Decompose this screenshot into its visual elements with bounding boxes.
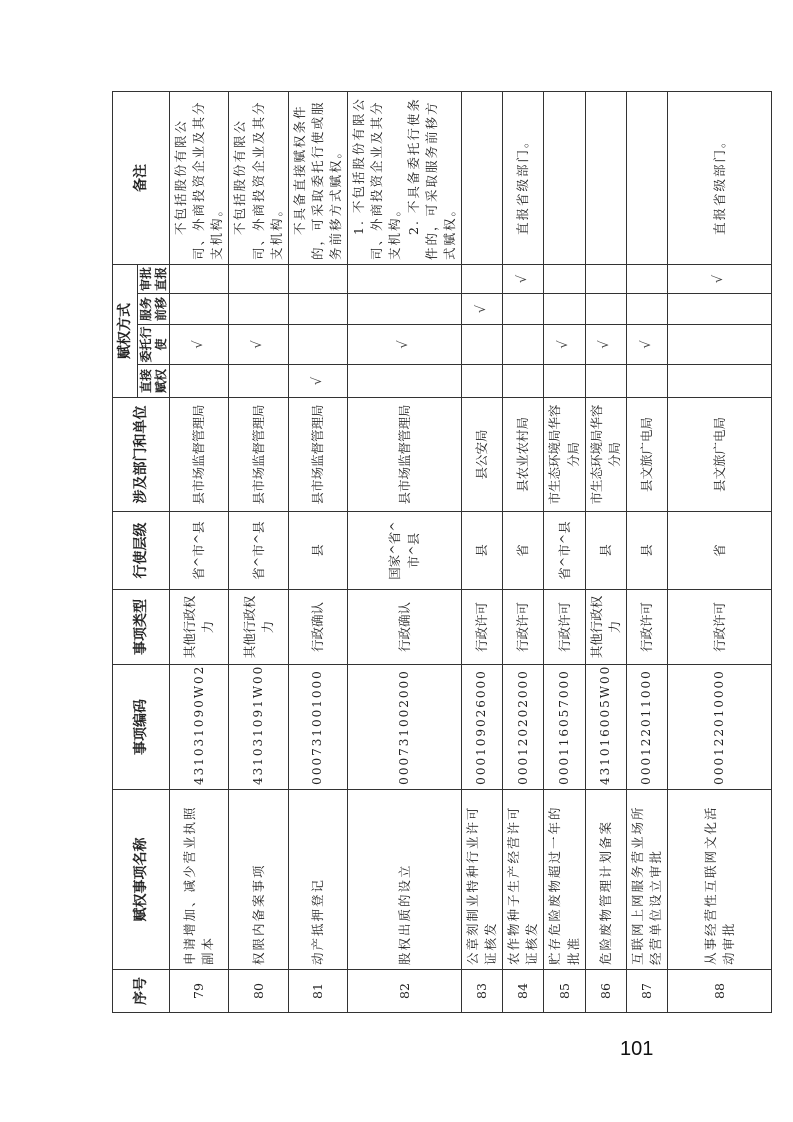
table-row: [229, 92, 288, 1013]
row-direct-check: √: [288, 365, 347, 398]
row-note: [503, 92, 544, 265]
row-level: 省^市^县: [170, 512, 229, 590]
row-note: [585, 92, 626, 265]
row-note: [461, 92, 502, 265]
row-seq: 86: [585, 970, 626, 1013]
row-seq: 82: [348, 970, 462, 1013]
row-name: 贮存危险废物超过一年的批准: [544, 790, 585, 970]
row-direct-check: [229, 365, 288, 398]
header-method: 赋权方式: [113, 265, 138, 398]
table-row: [288, 92, 347, 1013]
row-service-check: [288, 294, 347, 325]
header-note: 备注: [113, 92, 170, 265]
row-direct-check: [626, 365, 667, 398]
row-type: 行政确认: [288, 590, 347, 665]
row-dept: 县市场监督管理局: [348, 398, 462, 512]
row-level: 县: [585, 512, 626, 590]
row-name: 股权出质的设立: [348, 790, 462, 970]
row-report-check: [170, 265, 229, 294]
row-type: 行政许可: [626, 590, 667, 665]
row-service-check: [229, 294, 288, 325]
header-code: 事项编码: [113, 665, 170, 790]
row-service-check: [348, 294, 462, 325]
note-paragraph: 不包括股份有限公司、外商投资企业及其分支机构。: [173, 100, 225, 260]
table-row: [585, 92, 626, 1013]
row-service-check: [668, 294, 772, 325]
row-code: 000116057000: [544, 665, 585, 790]
row-note: [288, 92, 347, 265]
note-paragraph: 1. 不包括股份有限公司、外商投资企业及其分支机构。: [351, 97, 403, 260]
row-code: 431031091W00: [229, 665, 288, 790]
row-report-check: [229, 265, 288, 294]
row-service-check: [626, 294, 667, 325]
row-type: 行政许可: [668, 590, 772, 665]
row-level: 县: [461, 512, 502, 590]
row-note: [348, 92, 462, 265]
row-name: 申请增加、减少营业执照副本: [170, 790, 229, 970]
row-report-check: [461, 265, 502, 294]
table-row: [348, 92, 462, 1013]
table-row: [461, 92, 502, 1013]
row-entrust-check: √: [170, 325, 229, 365]
row-dept: 县市场监督管理局: [170, 398, 229, 512]
row-type: 其他行政权力: [585, 590, 626, 665]
row-type: 其他行政权力: [229, 590, 288, 665]
row-service-check: [170, 294, 229, 325]
row-report-check: √: [503, 265, 544, 294]
table-row: [544, 92, 585, 1013]
row-report-check: [288, 265, 347, 294]
row-note: [626, 92, 667, 265]
row-name: 从事经营性互联网文化活动审批: [668, 790, 772, 970]
header-level: 行使层级: [113, 512, 170, 590]
row-report-check: [626, 265, 667, 294]
row-dept: 市生态环境局华容分局: [544, 398, 585, 512]
empowerment-items-table: [112, 91, 772, 1013]
row-level: 国家^省^市^县: [348, 512, 462, 590]
row-dept: 县文旅广电局: [668, 398, 772, 512]
row-service-check: [503, 294, 544, 325]
row-level: 省: [668, 512, 772, 590]
table-row: [503, 92, 544, 1013]
table-body: [170, 92, 772, 1013]
row-dept: 县文旅广电局: [626, 398, 667, 512]
header-dept: 涉及部门和单位: [113, 398, 170, 512]
row-direct-check: [348, 365, 462, 398]
row-direct-check: [544, 365, 585, 398]
row-name: 公章刻制业特种行业许可证核发: [461, 790, 502, 970]
row-note: [229, 92, 288, 265]
row-code: 000120202000: [503, 665, 544, 790]
row-service-check: √: [461, 294, 502, 325]
row-service-check: [544, 294, 585, 325]
row-code: 000122010000: [668, 665, 772, 790]
row-entrust-check: √: [544, 325, 585, 365]
table-row: [626, 92, 667, 1013]
row-type: 行政确认: [348, 590, 462, 665]
row-entrust-check: √: [585, 325, 626, 365]
row-name: 危险废物管理计划备案: [585, 790, 626, 970]
row-seq: 85: [544, 970, 585, 1013]
header-type: 事项类型: [113, 590, 170, 665]
row-type: 行政许可: [544, 590, 585, 665]
row-seq: 79: [170, 970, 229, 1013]
row-service-check: [585, 294, 626, 325]
row-entrust-check: [288, 325, 347, 365]
row-level: 县: [288, 512, 347, 590]
row-code: 000731002000: [348, 665, 462, 790]
header-method-direct: 直接赋权: [138, 365, 170, 398]
row-report-check: √: [668, 265, 772, 294]
row-entrust-check: √: [348, 325, 462, 365]
row-code: 000109026000: [461, 665, 502, 790]
row-type: 行政许可: [461, 590, 502, 665]
row-entrust-check: √: [229, 325, 288, 365]
note-paragraph: 直报省级部门。: [711, 133, 727, 235]
row-name: 互联网上网服务营业场所经营单位设立审批: [626, 790, 667, 970]
row-dept: 市生态环境局华容分局: [585, 398, 626, 512]
row-direct-check: [585, 365, 626, 398]
row-report-check: [585, 265, 626, 294]
note-paragraph: 不具备直接赋权条件的，可采取委托行使或服务前移方式赋权。: [291, 100, 344, 260]
header-method-service: 服务前移: [138, 294, 170, 325]
row-level: 省: [503, 512, 544, 590]
rotated-table-container: [112, 92, 736, 1013]
row-level: 省^市^县: [544, 512, 585, 590]
row-code: 000731001000: [288, 665, 347, 790]
row-note: [668, 92, 772, 265]
row-entrust-check: [503, 325, 544, 365]
row-seq: 80: [229, 970, 288, 1013]
row-seq: 88: [668, 970, 772, 1013]
row-level: 省^市^县: [229, 512, 288, 590]
note-paragraph: 直报省级部门。: [515, 133, 531, 235]
row-report-check: [348, 265, 462, 294]
header-method-report: 审批直报: [138, 265, 170, 294]
header-seq: 序号: [113, 970, 170, 1013]
row-dept: 县公安局: [461, 398, 502, 512]
row-seq: 84: [503, 970, 544, 1013]
row-seq: 83: [461, 970, 502, 1013]
row-entrust-check: √: [626, 325, 667, 365]
row-dept: 县农业农村局: [503, 398, 544, 512]
row-seq: 81: [288, 970, 347, 1013]
row-note: [170, 92, 229, 265]
row-seq: 87: [626, 970, 667, 1013]
header-method-entrust: 委托行使: [139, 326, 168, 363]
table-row: [170, 92, 229, 1013]
note-paragraph: 2. 不具备委托行使条件的，可采取服务前移方式赋权。: [405, 97, 457, 260]
header-name: 赋权事项名称: [113, 790, 170, 970]
row-type: 其他行政权力: [170, 590, 229, 665]
row-entrust-check: [461, 325, 502, 365]
row-name: 农作物种子生产经营许可证核发: [503, 790, 544, 970]
row-direct-check: [461, 365, 502, 398]
row-direct-check: [170, 365, 229, 398]
row-code: 431016005W00: [585, 665, 626, 790]
row-name: 动产抵押登记: [288, 790, 347, 970]
row-code: 000122011000: [626, 665, 667, 790]
row-direct-check: [503, 365, 544, 398]
row-code: 431031090W02: [170, 665, 229, 790]
row-note: [544, 92, 585, 265]
row-type: 行政许可: [503, 590, 544, 665]
row-name: 权限内备案事项: [229, 790, 288, 970]
row-dept: 县市场监督管理局: [229, 398, 288, 512]
table-row: [668, 92, 772, 1013]
note-paragraph: 不包括股份有限公司、外商投资企业及其分支机构。: [232, 100, 284, 260]
row-direct-check: [668, 365, 772, 398]
row-entrust-check: [668, 325, 772, 365]
row-dept: 县市场监督管理局: [288, 398, 347, 512]
row-level: 县: [626, 512, 667, 590]
page-number: 101: [620, 1038, 654, 1060]
row-report-check: [544, 265, 585, 294]
